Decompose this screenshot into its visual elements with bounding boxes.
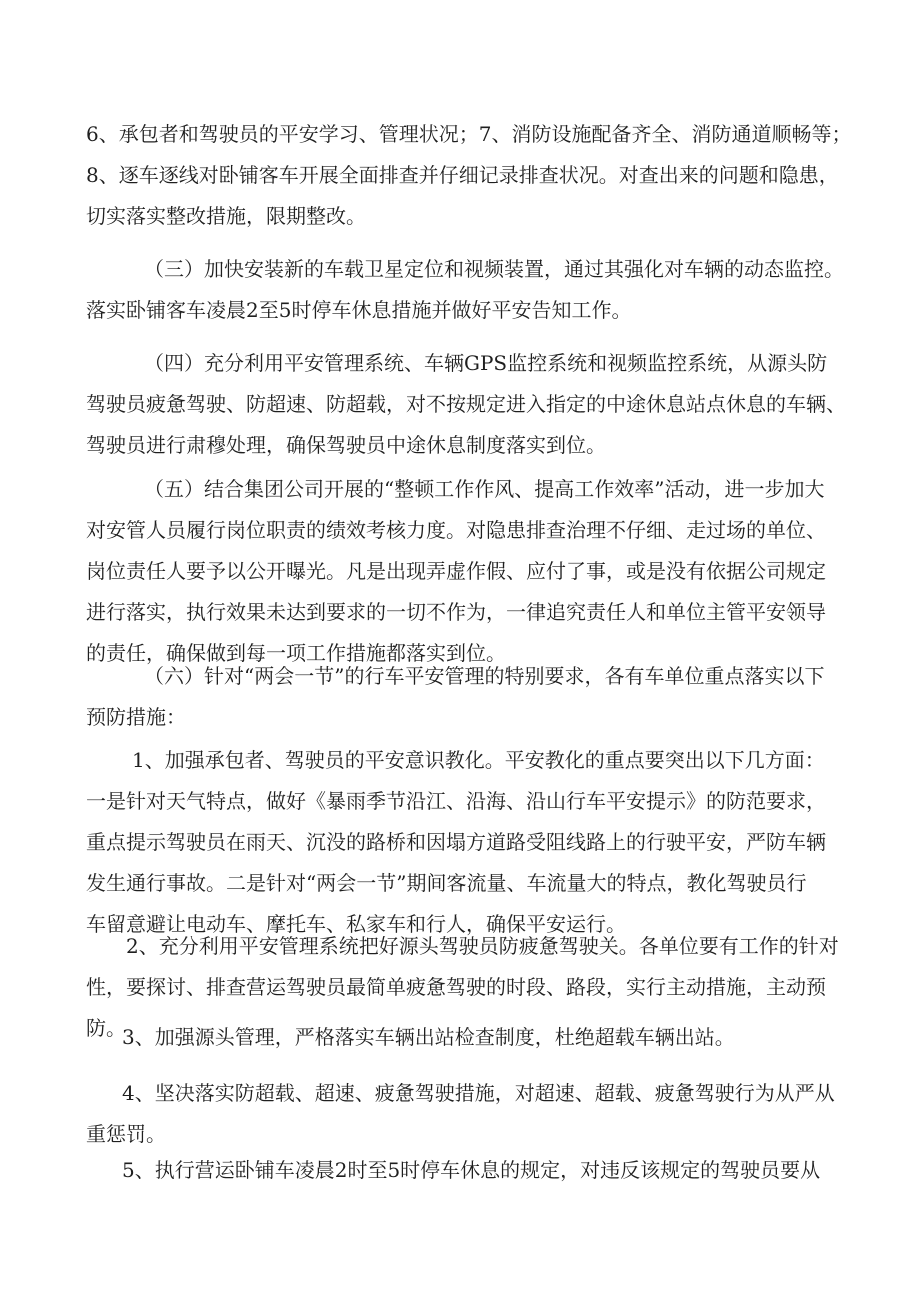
text-line: 切实落实整改措施，限期整改。: [86, 204, 366, 228]
text-line: 重点提示驾驶员在雨天、沉没的路桥和因塌方道路受阻线路上的行驶平安，严防车辆: [86, 830, 826, 854]
paragraph-5: [86, 656, 824, 738]
text-line: 6、承包者和驾驶员的平安学习、管理状况；7、消防设施配备齐全、消防通道顺畅等；: [86, 122, 852, 146]
text-line: 车留意避让电动车、摩托车、私家车和行人，确保平安运行。: [86, 912, 626, 936]
text-line: 性，要探讨、排查营运驾驶员最简单疲惫驾驶的时段、路段，实行主动措施，主动预: [86, 975, 826, 999]
text-line: 4、坚决落实防超载、超速、疲惫驾驶措施，对超速、超载、疲惫驾驶行为从严从: [122, 1081, 835, 1105]
text-line: （四）充分利用平安管理系统、车辆GPS监控系统和视频监控系统，从源头防: [144, 351, 828, 375]
paragraph-10: [86, 1150, 820, 1191]
text-line: （六）针对“两会一节”的行车平安管理的特别要求，各有车单位重点落实以下: [144, 664, 825, 688]
text-line: 重惩罚。: [86, 1122, 166, 1146]
text-line: 进行落实，执行效果未达到要求的一切不作为，一律追究责任人和单位主管平安领导: [86, 600, 826, 624]
text-line: （五）结合集团公司开展的“整顿工作作风、提高工作效率”活动，进一步加大: [144, 477, 825, 501]
text-line: 驾驶员疲惫驾驶、防超速、防超载，对不按规定进入指定的中途休息站点休息的车辆、: [86, 392, 846, 416]
paragraph-9: [86, 1073, 835, 1155]
text-line: 一是针对天气特点，做好《暴雨季节沿江、沿海、沿山行车平安提示》的防范要求，: [86, 789, 826, 813]
paragraph-4: [86, 469, 826, 674]
paragraph-2: [86, 249, 844, 331]
text-line: 8、逐车逐线对卧铺客车开展全面排查并仔细记录排查状况。对查出来的问题和隐患，: [86, 163, 839, 187]
text-line: 防。: [86, 1016, 126, 1040]
text-line: 1、加强承包者、驾驶员的平安意识教化。平安教化的重点要突出以下几方面：: [132, 748, 825, 772]
text-line: 的责任，确保做到每一项工作措施都落实到位。: [86, 641, 506, 665]
text-line: 3、加强源头管理，严格落实车辆出站检查制度，杜绝超载车辆出站。: [122, 1025, 735, 1049]
text-line: 岗位责任人要予以公开曝光。凡是出现弄虚作假、应付了事，或是没有依据公司规定: [86, 559, 826, 583]
text-line: 2、充分利用平安管理系统把好源头驾驶员防疲惫驾驶关。各单位要有工作的针对: [126, 934, 839, 958]
paragraph-8: [86, 1017, 735, 1058]
text-line: 发生通行事故。二是针对“两会一节”期间客流量、车流量大的特点，教化驾驶员行: [86, 871, 807, 895]
paragraph-6: [86, 740, 826, 945]
paragraph-3: [86, 343, 846, 466]
text-line: 落实卧铺客车凌晨2至5时停车休息措施并做好平安告知工作。: [86, 298, 632, 322]
text-line: 预防措施：: [86, 705, 186, 729]
text-line: 5、执行营运卧铺车凌晨2时至5时停车休息的规定，对违反该规定的驾驶员要从: [122, 1158, 821, 1182]
text-line: 驾驶员进行肃穆处理，确保驾驶员中途休息制度落实到位。: [86, 433, 606, 457]
text-line: 对安管人员履行岗位职责的绩效考核力度。对隐患排查治理不仔细、走过场的单位、: [86, 518, 826, 542]
text-line: （三）加快安装新的车载卫星定位和视频装置，通过其强化对车辆的动态监控。: [144, 257, 844, 281]
paragraph-1: [86, 114, 851, 237]
